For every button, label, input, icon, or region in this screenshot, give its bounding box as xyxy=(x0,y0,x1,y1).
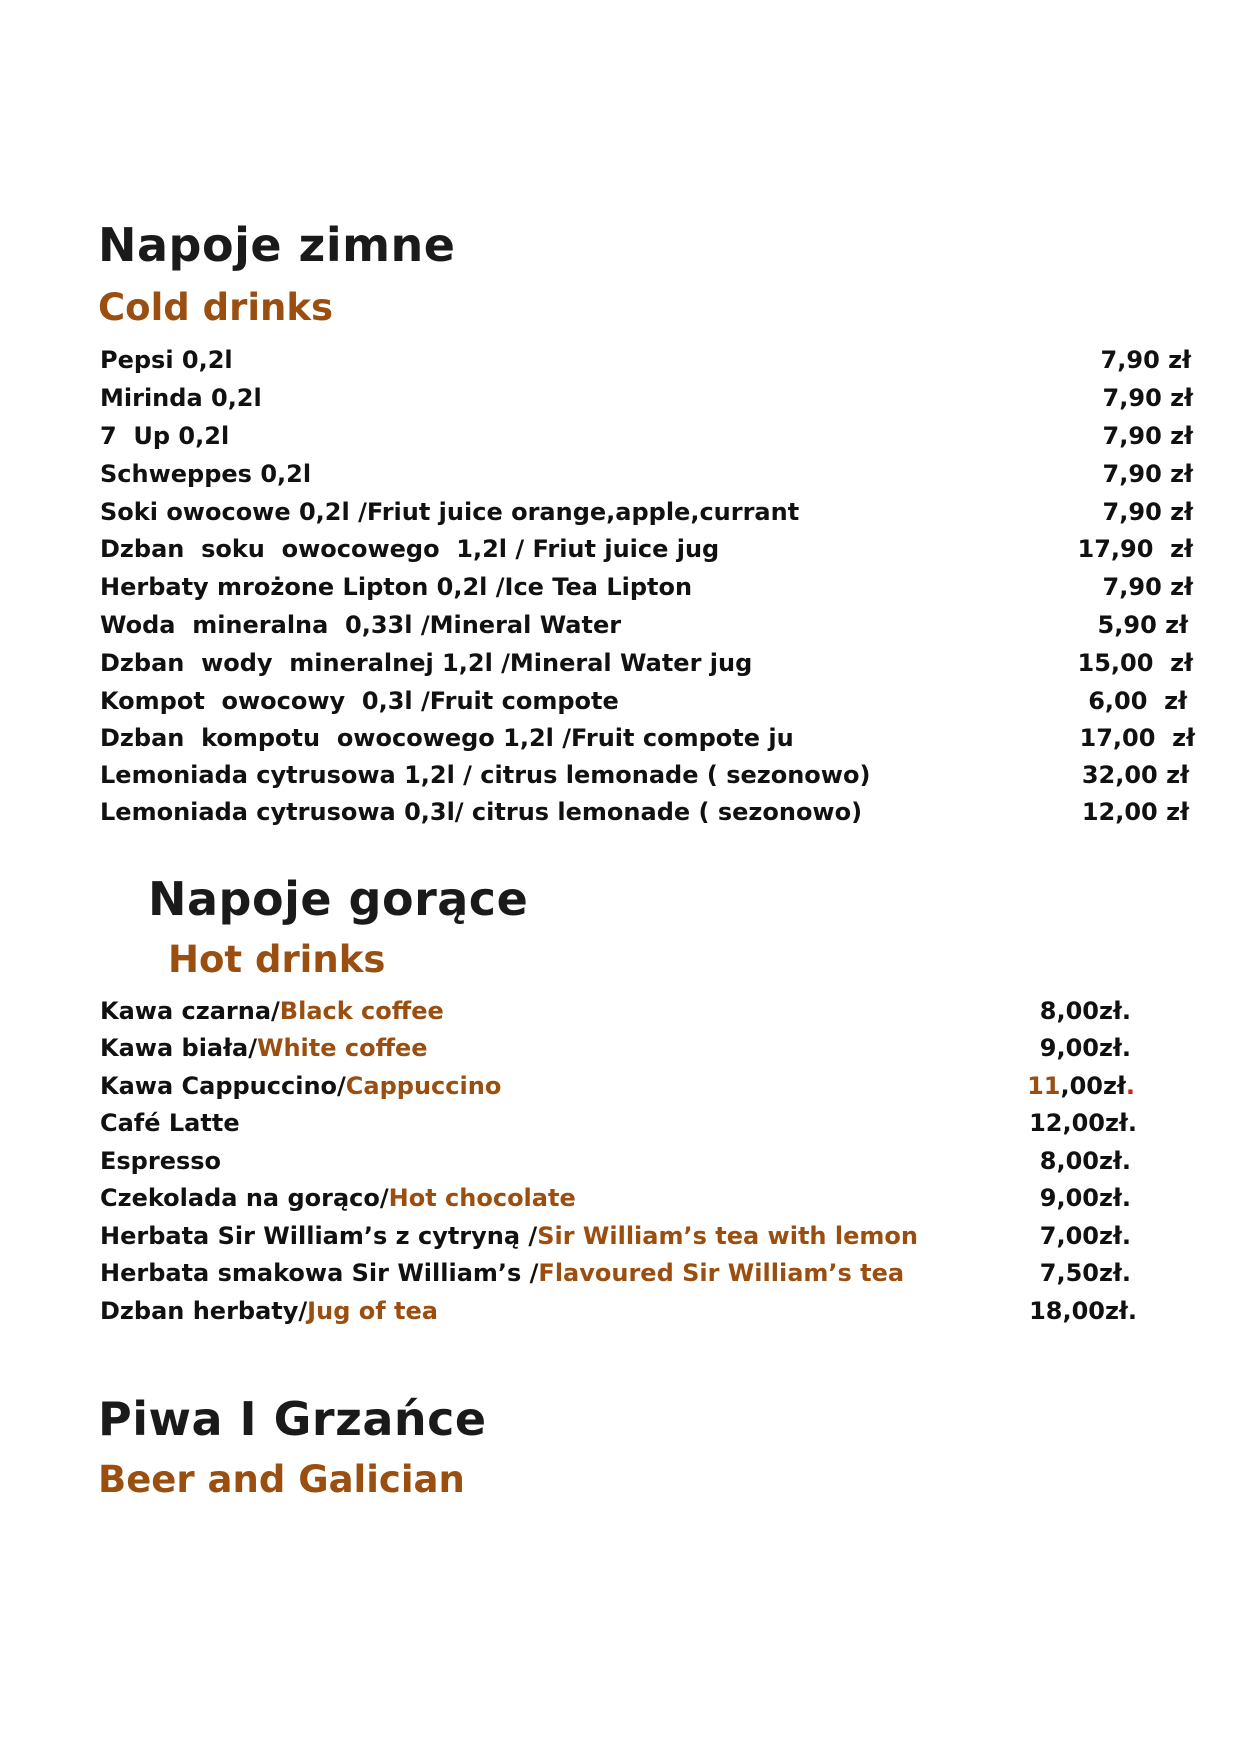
beer-title-pl: Piwa I Grzańce xyxy=(98,1392,487,1446)
list-item: Dzban kompotu owocowego 1,2l /Fruit compote ju xyxy=(100,724,794,752)
beer-title-en: Beer and Galician xyxy=(98,1458,465,1501)
price: 18,00zł. xyxy=(1029,1297,1137,1325)
price: 17,00 zł xyxy=(1079,724,1195,752)
price: 9,00zł. xyxy=(1039,1184,1131,1212)
list-item: Kawa Cappuccino/Cappuccino xyxy=(100,1072,502,1100)
price: 7,50zł. xyxy=(1039,1259,1131,1287)
price: 8,00zł. xyxy=(1039,1147,1131,1175)
list-item: Lemoniada cytrusowa 0,3l/ citrus lemonade ( sezonowo) xyxy=(100,798,863,826)
hot-drinks-title-en: Hot drinks xyxy=(168,938,386,981)
list-item: Herbata Sir William’s z cytryną /Sir William’s tea with lemon xyxy=(100,1222,918,1250)
list-item: Soki owocowe 0,2l /Friut juice orange,apple,currant xyxy=(100,498,800,526)
list-item: Herbaty mrożone Lipton 0,2l /Ice Tea Lipton xyxy=(100,573,693,601)
price: 7,90 zł xyxy=(1100,346,1191,374)
price: 7,90 zł xyxy=(1102,460,1193,488)
list-item: Café Latte xyxy=(100,1109,240,1137)
list-item: 7 Up 0,2l xyxy=(100,422,230,450)
hot-drinks-title-pl: Napoje gorące xyxy=(148,872,529,926)
price: 11,00zł. xyxy=(1027,1072,1135,1100)
price: 9,00zł. xyxy=(1039,1034,1131,1062)
price: 12,00 zł xyxy=(1081,798,1189,826)
price: 17,90 zł xyxy=(1077,535,1193,563)
list-item: Mirinda 0,2l xyxy=(100,384,262,412)
list-item: Dzban herbaty/Jug of tea xyxy=(100,1297,438,1325)
list-item: Kawa czarna/Black coffee xyxy=(100,997,444,1025)
list-item: Lemoniada cytrusowa 1,2l / citrus lemonade ( sezonowo) xyxy=(100,761,871,789)
list-item: Woda mineralna 0,33l /Mineral Water xyxy=(100,611,622,639)
list-item: Pepsi 0,2l xyxy=(100,346,233,374)
price: 6,00 zł xyxy=(1088,687,1187,715)
price: 15,00 zł xyxy=(1077,649,1193,677)
price: 12,00zł. xyxy=(1029,1109,1137,1137)
price: 7,90 zł xyxy=(1102,573,1193,601)
price: 8,00zł. xyxy=(1039,997,1131,1025)
price: 32,00 zł xyxy=(1081,761,1189,789)
list-item: Kompot owocowy 0,3l /Fruit compote xyxy=(100,687,619,715)
list-item: Czekolada na gorąco/Hot chocolate xyxy=(100,1184,576,1212)
price: 7,90 zł xyxy=(1102,384,1193,412)
price: 7,00zł. xyxy=(1039,1222,1131,1250)
price: 7,90 zł xyxy=(1102,498,1193,526)
list-item: Kawa biała/White coffee xyxy=(100,1034,428,1062)
cold-drinks-title-pl: Napoje zimne xyxy=(98,218,456,272)
list-item: Schweppes 0,2l xyxy=(100,460,312,488)
list-item: Dzban wody mineralnej 1,2l /Mineral Water jug xyxy=(100,649,753,677)
cold-drinks-title-en: Cold drinks xyxy=(98,286,334,329)
list-item: Dzban soku owocowego 1,2l / Friut juice jug xyxy=(100,535,720,563)
price: 7,90 zł xyxy=(1102,422,1193,450)
list-item: Herbata smakowa Sir William’s /Flavoured Sir William’s tea xyxy=(100,1259,905,1287)
list-item: Espresso xyxy=(100,1147,222,1175)
price: 5,90 zł xyxy=(1097,611,1188,639)
